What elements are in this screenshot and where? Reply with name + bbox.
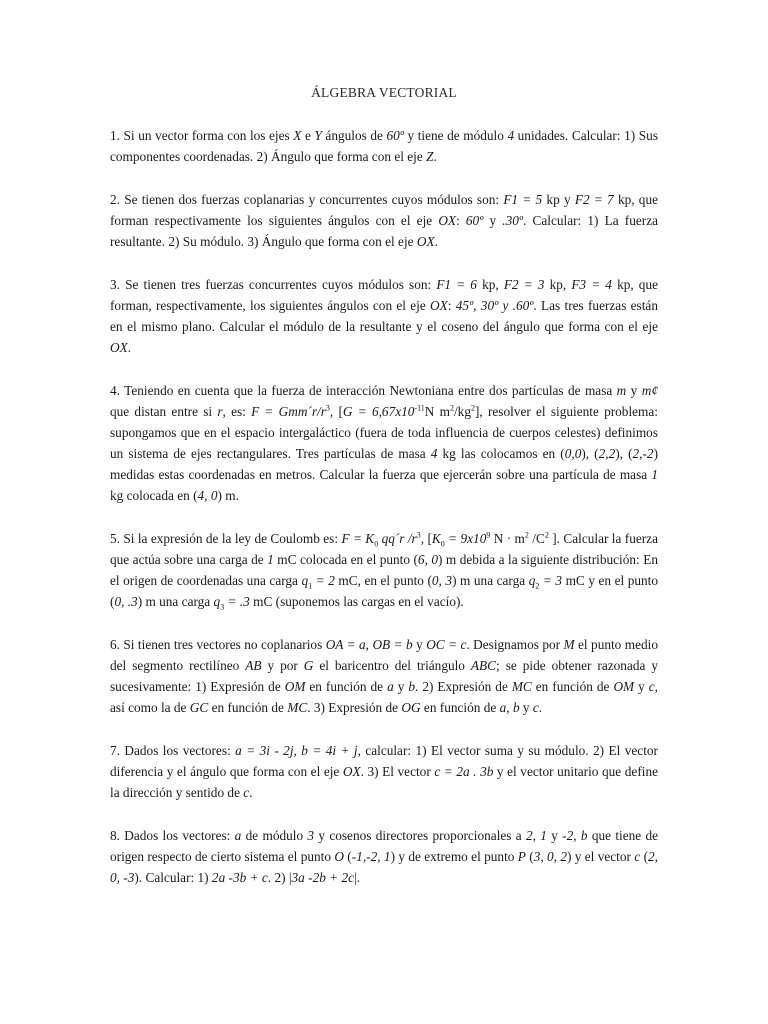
superscript: 3: [325, 403, 330, 413]
subscript: 0: [440, 539, 445, 549]
text-run: ,: [506, 700, 513, 715]
math-term: 6, 0: [417, 552, 439, 567]
math-term: c = 2a . 3b: [434, 764, 494, 779]
math-term: F = Gmm´r/r: [251, 404, 326, 419]
text-run: /C: [528, 531, 545, 546]
subscript: 1: [308, 581, 313, 591]
math-term: -1,-2, 1: [351, 849, 391, 864]
math-term: 2: [525, 828, 533, 843]
math-term: 2,2: [598, 446, 616, 461]
math-term: 1: [267, 552, 274, 567]
text-run: y el vector unitario que define la dirección y sentido de: [110, 764, 658, 800]
math-term: F2 = 7: [574, 192, 614, 207]
superscript: 9: [486, 530, 491, 540]
text-run: unidades. Calcular: 1) Sus componentes coordenadas. 2) Ángulo que forma con el eje: [110, 128, 658, 164]
math-term: OC = c: [426, 637, 467, 652]
math-term: OX: [342, 764, 361, 779]
math-term: a: [387, 679, 394, 694]
text-run: (: [525, 849, 534, 864]
problem-6: [110, 634, 658, 718]
text-run: mC, en el punto (: [334, 573, 432, 588]
text-run: el punto medio del segmento rectilíneo: [110, 637, 659, 673]
text-run: . 3) Expresión de: [307, 700, 402, 715]
text-run: . Calcular: 1) La fuerza resultante. 2) Su módulo. 3) Ángulo que forma con el eje: [110, 213, 658, 249]
text-run: ,: [293, 743, 302, 758]
text-run: .: [127, 340, 132, 355]
problem-2: [110, 189, 658, 252]
math-term: .30º: [502, 213, 524, 228]
text-run: y cosenos directores proporcionales a: [314, 828, 526, 843]
superscript: 2: [544, 530, 549, 540]
text-run: ), (: [615, 446, 633, 461]
math-term: P: [517, 849, 526, 864]
text-run: ]. Calcular la fuerza que actúa sobre una carga de: [110, 531, 658, 567]
text-run: |.: [354, 870, 361, 885]
text-run: /kg: [453, 404, 471, 419]
math-term: GC: [189, 700, 209, 715]
math-term: 4: [430, 446, 438, 461]
text-run: mC (suponemos las cargas en el vacío).: [249, 594, 464, 609]
text-run: ) medidas estas coordenadas en metros. Calcular la fuerza que ejercerán sobre una partícula de masa: [110, 446, 658, 482]
text-run: y por: [261, 658, 304, 673]
text-run: kp, que forman, respectivamente, los siguientes ángulos con el eje: [110, 277, 659, 313]
text-run: kg las colocamos en (: [437, 446, 565, 461]
math-term: 4: [197, 488, 205, 503]
math-term: b: [512, 700, 520, 715]
problem-4: [110, 380, 658, 506]
math-term: q: [213, 594, 221, 609]
text-run: en función de: [305, 679, 388, 694]
text-run: 5. Si la expresión de la ley de Coulomb es:: [110, 531, 342, 546]
math-term: O: [334, 849, 344, 864]
text-run: .: [538, 700, 543, 715]
math-term: c: [243, 785, 250, 800]
text-run: :: [447, 298, 456, 313]
text-run: y: [519, 700, 533, 715]
problem-8: [110, 825, 658, 888]
math-term: 60º: [465, 213, 484, 228]
math-term: b: [408, 679, 416, 694]
text-run: ,: [532, 828, 541, 843]
math-term: OG: [401, 700, 421, 715]
subscript: 2: [535, 581, 540, 591]
text-run: el baricentro del triángulo: [313, 658, 471, 673]
math-term: OM: [613, 679, 635, 694]
math-term: G: [303, 658, 314, 673]
superscript: 2: [524, 530, 529, 540]
problem-5: [110, 528, 658, 612]
math-term: F2 = 3: [503, 277, 545, 292]
superscript: 2: [470, 403, 475, 413]
text-run: 8. Dados los vectores:: [110, 828, 235, 843]
subscript: 3: [220, 602, 225, 612]
math-term: X: [293, 128, 302, 143]
math-term: Z: [426, 149, 434, 164]
text-run: ,: [365, 637, 373, 652]
text-run: en función de: [531, 679, 614, 694]
text-run: 4. Teniendo en cuenta que la fuerza de interacción Newtoniana entre dos partículas de masa: [110, 383, 617, 398]
problem-3: [110, 274, 658, 358]
text-run: de módulo: [241, 828, 308, 843]
math-term: q: [528, 573, 536, 588]
math-term: 0, .3: [114, 594, 138, 609]
text-run: ) m debida a la siguiente distribución: En el origen de coordenadas una carga: [110, 552, 658, 588]
text-run: kg colocada en (: [110, 488, 198, 503]
text-run: en función de: [420, 700, 500, 715]
text-run: y: [483, 213, 503, 228]
text-run: N · m: [490, 531, 525, 546]
math-term: 45º, 30º y .60º: [455, 298, 534, 313]
math-term: b = 4i + j: [301, 743, 358, 758]
math-term: F = K: [341, 531, 375, 546]
math-term: = 2: [312, 573, 335, 588]
math-term: 2a -3b + c: [211, 870, 268, 885]
text-run: ; se pide obtener razonada y sucesivamente: 1) Expresión de: [110, 658, 658, 694]
math-term: 0: [210, 488, 218, 503]
math-term: AB: [245, 658, 262, 673]
math-term: = .3: [224, 594, 250, 609]
math-term: 60º: [386, 128, 404, 143]
math-term: a: [234, 828, 242, 843]
math-term: MC: [287, 700, 308, 715]
math-term: Y: [314, 128, 322, 143]
text-run: y tiene de módulo: [403, 128, 508, 143]
math-term: OM: [284, 679, 306, 694]
text-run: ángulos de: [321, 128, 387, 143]
math-term: c: [634, 849, 641, 864]
math-term: ABC: [470, 658, 497, 673]
math-term: OB = b: [372, 637, 413, 652]
text-run: ], resolver el siguiente problema: supongamos que en el espacio intergaláctico (fuera de toda influencia de cuerpos celestes) definimos un sistema de ejes rectangulares. Tres partículas de masa: [110, 404, 658, 461]
text-run: e: [301, 128, 315, 143]
math-term: F1 = 5: [503, 192, 543, 207]
superscript: 2: [449, 403, 454, 413]
math-term: -2: [562, 828, 574, 843]
math-term: a: [499, 700, 507, 715]
text-run: ) m.: [217, 488, 239, 503]
text-run: que distan entre si: [110, 404, 218, 419]
text-run: , [: [329, 404, 343, 419]
math-term: m: [616, 383, 627, 398]
text-run: y: [412, 637, 427, 652]
text-run: . Designamos por: [466, 637, 564, 652]
text-run: ,: [204, 488, 211, 503]
superscript: 3: [416, 530, 421, 540]
text-run: 3. Se tienen tres fuerzas concurrentes cuyos módulos son:: [110, 277, 437, 292]
text-run: 2. Se tienen dos fuerzas coplanarias y concurrentes cuyos módulos son:: [110, 192, 504, 207]
text-run: (: [640, 849, 649, 864]
text-run: en función de: [208, 700, 288, 715]
text-run: 1. Si un vector forma con los ejes: [110, 128, 294, 143]
text-run: mC colocada en el punto (: [273, 552, 418, 567]
text-run: .: [249, 785, 253, 800]
text-run: kp y: [542, 192, 575, 207]
math-term: G = 6,67x10: [342, 404, 415, 419]
math-term: M: [563, 637, 575, 652]
text-run: 6. Si tienen tres vectores no coplanarios: [110, 637, 326, 652]
math-term: MC: [511, 679, 532, 694]
math-term: b: [580, 828, 588, 843]
text-run: .: [433, 149, 437, 164]
math-term: 3, 0, 2: [533, 849, 567, 864]
math-term: OA = a: [325, 637, 366, 652]
math-term: m¢: [641, 383, 658, 398]
text-run: y: [546, 828, 563, 843]
text-run: (: [343, 849, 352, 864]
text-run: . Las tres fuerzas están en el mismo plano. Calcular el módulo de la resultante y el coseno del ángulo que forma con el eje: [110, 298, 658, 334]
problem-7: [110, 740, 658, 803]
math-term: 1: [540, 828, 547, 843]
text-run: N m: [424, 404, 450, 419]
math-term: 4: [507, 128, 515, 143]
text-run: ) y de extremo el punto: [390, 849, 518, 864]
math-term: c: [648, 679, 655, 694]
math-term: 0, 3: [431, 573, 453, 588]
math-term: = 3: [539, 573, 563, 588]
text-run: ). Calcular: 1): [134, 870, 212, 885]
math-term: OX: [110, 340, 128, 355]
problem-1: [110, 125, 658, 167]
text-run: kp, que forman respectivamente los siguientes ángulos con el eje: [110, 192, 659, 228]
math-term: OX: [438, 213, 457, 228]
text-run: que tiene de origen respecto de cierto sistema el punto: [110, 828, 659, 864]
text-run: ), (: [581, 446, 599, 461]
text-run: , [: [420, 531, 432, 546]
text-run: y: [393, 679, 409, 694]
math-term: 1: [651, 467, 658, 482]
math-term: q: [301, 573, 309, 588]
math-term: 3a -2b + 2c: [291, 870, 355, 885]
text-run: ,: [573, 828, 581, 843]
text-run: .: [434, 234, 438, 249]
math-term: F3 = 4: [571, 277, 612, 292]
text-run: ) m una carga: [137, 594, 214, 609]
text-run: ) y el vector: [567, 849, 635, 864]
text-run: :: [456, 213, 466, 228]
subscript: 0: [374, 539, 379, 549]
math-term: 2,-2: [632, 446, 654, 461]
text-run: , es:: [222, 404, 252, 419]
text-run: 7. Dados los vectores:: [110, 743, 236, 758]
text-run: . 2) Expresión de: [415, 679, 512, 694]
text-run: mC y en el punto (: [110, 573, 658, 609]
math-term: 3: [307, 828, 315, 843]
text-run: kp,: [476, 277, 504, 292]
math-term: r: [217, 404, 223, 419]
math-term: 2, 0, -3: [110, 849, 658, 885]
math-term: = 9x10: [444, 531, 487, 546]
text-run: , así como la de: [110, 679, 658, 715]
text-run: kp,: [544, 277, 572, 292]
math-term: OX: [430, 298, 448, 313]
math-term: 0,0: [564, 446, 582, 461]
text-run: ) m una carga: [452, 573, 529, 588]
math-term: OX: [416, 234, 435, 249]
math-term: qq´r /r: [378, 531, 417, 546]
math-term: K: [431, 531, 441, 546]
text-run: . 3) El vector: [360, 764, 435, 779]
text-run: . 2) |: [267, 870, 292, 885]
text-run: , calcular: 1) El vector suma y su módulo. 2) El vector diferencia y el ángulo que forma con el eje: [110, 743, 658, 779]
math-term: F1 = 6: [436, 277, 477, 292]
text-run: y: [626, 383, 642, 398]
text-run: y: [634, 679, 649, 694]
math-term: a = 3i - 2j: [235, 743, 294, 758]
superscript: -11: [414, 403, 425, 413]
document-title: ÁLGEBRA VECTORIAL: [311, 85, 457, 100]
math-term: c: [532, 700, 539, 715]
